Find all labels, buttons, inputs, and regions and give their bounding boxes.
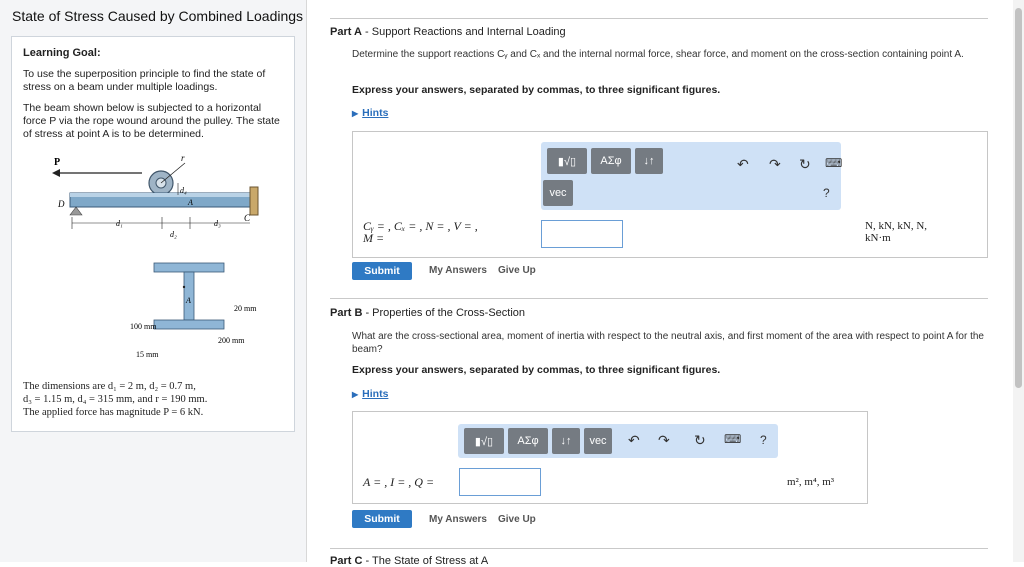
reset-icon[interactable]: ↻ bbox=[694, 432, 706, 448]
top-flange bbox=[154, 263, 224, 272]
label-d4: d₄ bbox=[180, 186, 187, 195]
beam-top-flange bbox=[70, 193, 252, 197]
part-a-answer-label-1: Cᵧ = , Cₓ = , N = , V = , bbox=[363, 219, 478, 233]
redo-icon[interactable]: ↷ bbox=[769, 156, 781, 172]
arrows-button[interactable]: ↓↑ bbox=[635, 148, 663, 174]
part-a-title: Part A - Support Reactions and Internal Loading bbox=[330, 26, 566, 38]
label-d3: d₃ bbox=[214, 219, 221, 228]
part-a-my-answers[interactable]: My Answers bbox=[429, 265, 487, 276]
part-b-hints-link[interactable]: ▶ Hints bbox=[352, 388, 389, 400]
part-b-description: What are the cross-sectional area, moment of inertia with respect to the neutral axis, and first moment of the area with respect to point A for the beam? bbox=[352, 331, 984, 355]
part-b-answer-label: A = , I = , Q = bbox=[363, 475, 435, 489]
problem-title: State of Stress Caused by Combined Loadings bbox=[12, 8, 304, 24]
keyboard-icon[interactable]: ⌨ bbox=[825, 156, 843, 170]
part-b-submit-button[interactable]: Submit bbox=[352, 510, 412, 528]
label-D: D bbox=[58, 199, 65, 209]
undo-icon[interactable]: ↶ bbox=[628, 432, 640, 448]
help-icon[interactable]: ? bbox=[760, 433, 767, 447]
triangle-right-icon: ▶ bbox=[352, 109, 359, 118]
greek-button[interactable]: ΑΣφ bbox=[591, 148, 631, 174]
learning-goal-heading: Learning Goal: bbox=[23, 47, 101, 59]
part-a-instruction: Express your answers, separated by commas, to three significant figures. bbox=[352, 84, 721, 96]
dimensions-text bbox=[23, 380, 285, 419]
dim-15: 15 mm bbox=[136, 350, 159, 359]
part-b-give-up[interactable]: Give Up bbox=[498, 514, 536, 525]
part-a-description: Determine the support reactions Cᵧ and Cₓ and the internal normal force, shear force, and moment on the cross-section containing point A. bbox=[352, 49, 964, 60]
bottom-flange bbox=[154, 320, 224, 329]
label-d2: d₂ bbox=[170, 230, 177, 239]
learning-goal-box bbox=[11, 36, 295, 432]
part-a-answer-input[interactable] bbox=[541, 220, 623, 248]
dim-20-top: 20 mm bbox=[234, 304, 257, 313]
templates-button[interactable]: ▮√▯ bbox=[547, 148, 587, 174]
scrollbar-thumb[interactable] bbox=[1015, 8, 1022, 388]
dims-line-3: The applied force has magnitude P = 6 kN. bbox=[23, 407, 204, 418]
part-a-math-toolbar bbox=[541, 142, 841, 210]
pin-support bbox=[70, 207, 82, 215]
part-a-answer-box bbox=[352, 131, 988, 258]
templates-button[interactable]: ▮√▯ bbox=[464, 428, 504, 454]
vec-button[interactable]: vec bbox=[584, 428, 612, 454]
wall-support bbox=[250, 187, 258, 215]
part-b-title: Part B - Properties of the Cross-Section bbox=[330, 307, 526, 319]
part-b-math-toolbar bbox=[458, 424, 778, 458]
part-a-answer-label-2: M = bbox=[363, 231, 385, 245]
part-a-give-up[interactable]: Give Up bbox=[498, 265, 536, 276]
part-a-hints-link[interactable]: ▶ Hints bbox=[352, 107, 389, 119]
beam-description: The beam shown below is subjected to a horizontal force P via the rope wound around the pulley. The state of stress at point A is to be determined. bbox=[23, 102, 280, 140]
part-a-submit-button[interactable]: Submit bbox=[352, 262, 412, 280]
divider bbox=[330, 18, 988, 19]
scrollbar[interactable] bbox=[1013, 0, 1024, 562]
arrows-button[interactable]: ↓↑ bbox=[552, 428, 580, 454]
part-b-instruction: Express your answers, separated by commas, to three significant figures. bbox=[352, 364, 721, 376]
beam-figure bbox=[50, 151, 268, 373]
part-b-my-answers[interactable]: My Answers bbox=[429, 514, 487, 525]
part-a-units-1: N, kN, kN, N, bbox=[865, 220, 928, 232]
vec-button[interactable]: vec bbox=[543, 180, 573, 206]
label-d1: d₁ bbox=[116, 219, 123, 228]
label-A-beam: A bbox=[188, 198, 193, 207]
dim-100: 100 mm bbox=[130, 322, 157, 331]
dims-line-2: d₃ = 1.15 m, d₄ = 315 mm, and r = 190 mm. bbox=[23, 394, 208, 405]
part-b-units: m², m⁴, m³ bbox=[787, 476, 835, 488]
part-b-answer-box bbox=[352, 411, 868, 504]
part-c-title: Part C - The State of Stress at A bbox=[330, 555, 489, 567]
part-b-answer-input[interactable] bbox=[459, 468, 541, 496]
learning-goal-text: To use the superposition principle to find the state of stress on a beam under multiple loadings. bbox=[23, 68, 266, 93]
triangle-right-icon: ▶ bbox=[352, 390, 359, 399]
dim-20-bottom bbox=[236, 372, 259, 373]
label-C: C bbox=[244, 213, 251, 223]
label-A-section: A bbox=[186, 296, 191, 305]
part-a-units-2: kN·m bbox=[865, 232, 891, 244]
label-P: P bbox=[54, 157, 61, 168]
problem-panel bbox=[0, 0, 307, 562]
force-arrow bbox=[52, 169, 60, 177]
label-r: r bbox=[181, 153, 185, 163]
redo-icon[interactable]: ↷ bbox=[658, 432, 670, 448]
divider bbox=[330, 298, 988, 299]
undo-icon[interactable]: ↶ bbox=[737, 156, 749, 172]
dims-line-1: The dimensions are d₁ = 2 m, d₂ = 0.7 m, bbox=[23, 381, 196, 392]
divider bbox=[330, 548, 988, 549]
dim-200: 200 mm bbox=[218, 336, 245, 345]
keyboard-icon[interactable]: ⌨ bbox=[724, 432, 742, 446]
reset-icon[interactable]: ↻ bbox=[799, 156, 811, 172]
help-icon[interactable]: ? bbox=[823, 186, 830, 200]
greek-button[interactable]: ΑΣφ bbox=[508, 428, 548, 454]
